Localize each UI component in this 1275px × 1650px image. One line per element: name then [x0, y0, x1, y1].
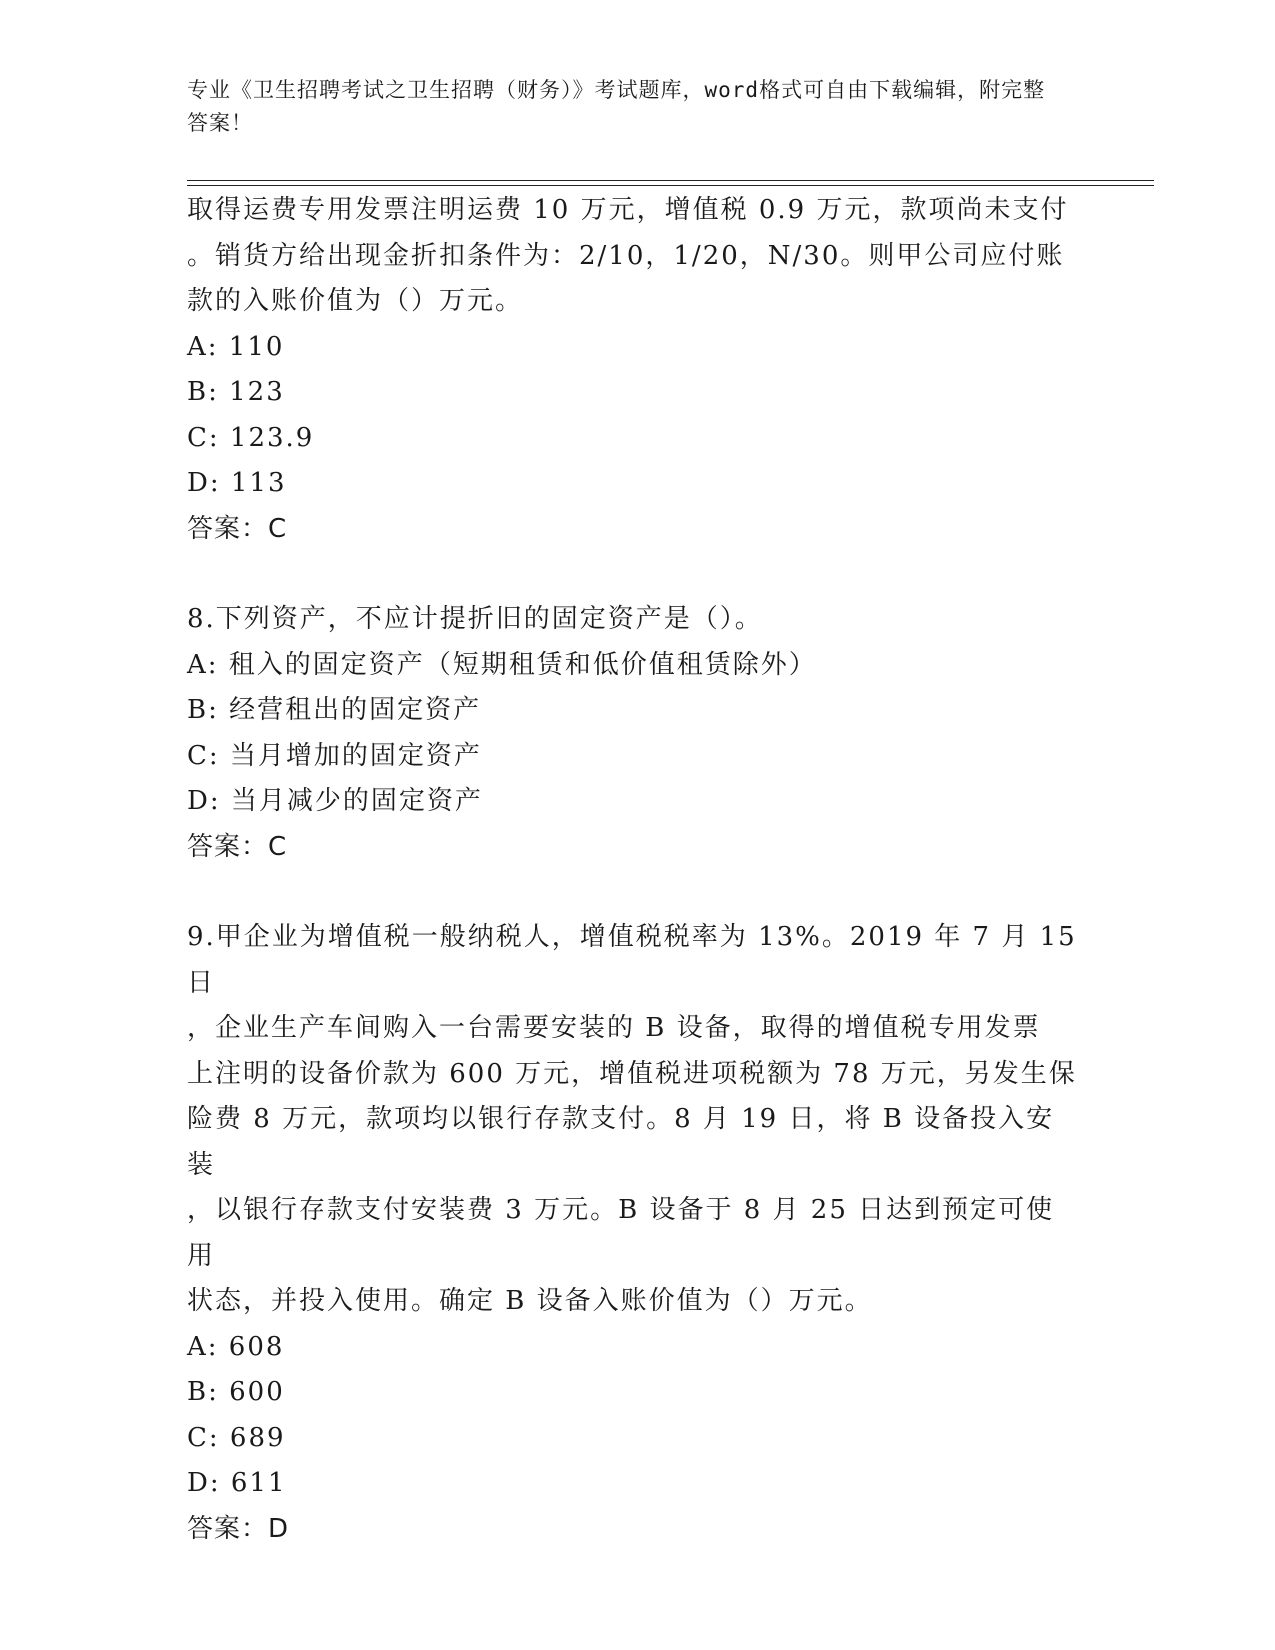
- question-9: [187, 915, 1077, 1552]
- question-7: [187, 188, 1077, 552]
- question-8-option-a: A: 租入的固定资产（短期租赁和低价值租赁除外）: [187, 649, 817, 680]
- question-9-option-a: A: 608: [187, 1331, 285, 1362]
- question-9-line: 上注明的设备价款为 600 万元，增值税进项税额为 78 万元，另发生保: [187, 1058, 1077, 1089]
- question-8-option-b: B: 经营租出的固定资产: [187, 695, 482, 725]
- question-9-line: 状态，并投入使用。确定 B 设备入账价值为（）万元。: [187, 1286, 873, 1316]
- question-8-text: 8.下列资产，不应计提折旧的固定资产是（）。: [187, 604, 763, 634]
- question-8-option-c: C: 当月增加的固定资产: [187, 740, 482, 771]
- question-7-option-c: C: 123.9: [187, 422, 315, 453]
- question-7-line: 取得运费专用发票注明运费 10 万元，增值税 0.9 万元，款项尚未支付: [187, 195, 1069, 225]
- question-7-option-a: A: 110: [187, 331, 285, 362]
- question-9-answer: 答案：D: [187, 1513, 290, 1544]
- question-7-line: 款的入账价值为（）万元。: [187, 286, 524, 316]
- header-divider-bottom: [187, 185, 1154, 186]
- question-content: [187, 188, 1077, 1552]
- question-9-line: 9.甲企业为增值税一般纳税人，增值税税率为 13%。2019 年 7 月 15 日: [187, 922, 1077, 998]
- question-7-option-b: B: 123: [187, 377, 285, 407]
- header-divider-top: [187, 180, 1154, 181]
- question-9-option-d: D: 611: [187, 1468, 287, 1498]
- question-8: [187, 597, 1077, 870]
- question-9-option-c: C: 689: [187, 1422, 286, 1453]
- question-7-option-d: D: 113: [187, 468, 287, 498]
- question-9-line: 险费 8 万元，款项均以银行存款支付。8 月 19 日，将 B 设备投入安装: [187, 1104, 1055, 1180]
- question-7-answer: 答案：C: [187, 513, 288, 544]
- question-8-option-d: D: 当月减少的固定资产: [187, 786, 483, 816]
- spacer: [187, 870, 1077, 915]
- question-7-line: 。销货方给出现金折扣条件为：2/10，1/20，N/30。则甲公司应付账: [187, 240, 1065, 271]
- spacer: [187, 552, 1077, 597]
- question-9-option-b: B: 600: [187, 1377, 285, 1407]
- question-9-line: ，以银行存款支付安装费 3 万元。B 设备于 8 月 25 日达到预定可使用: [187, 1195, 1055, 1271]
- document-header: 专业《卫生招聘考试之卫生招聘（财务）》考试题库，word格式可自由下载编辑，附完整答案！: [187, 78, 1046, 135]
- question-9-line: ，企业生产车间购入一台需要安装的 B 设备，取得的增值税专用发票: [187, 1013, 1041, 1043]
- question-8-answer: 答案：C: [187, 831, 288, 862]
